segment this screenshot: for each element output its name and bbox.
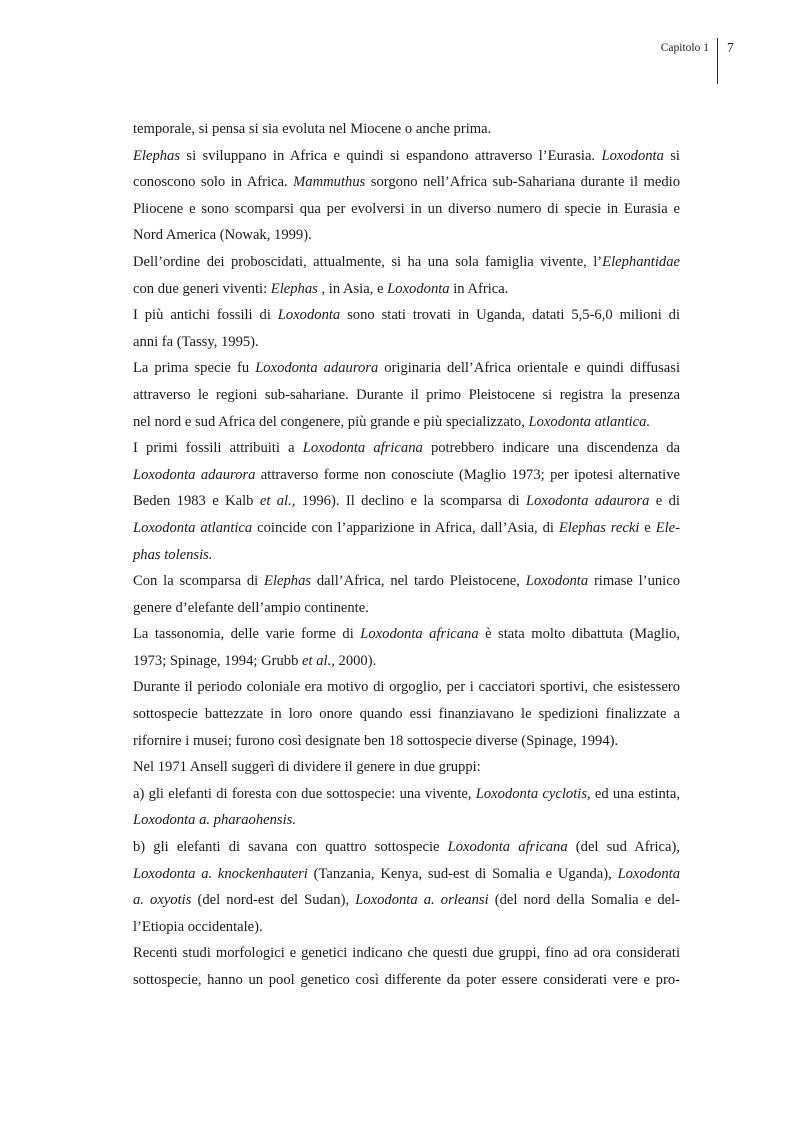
italic-term: a. oxyotis [133, 892, 192, 909]
text-run: (del nord-est del Sudan), [191, 892, 356, 909]
text-line [133, 222, 680, 249]
italic-term: Elephas recki [558, 519, 640, 536]
text-line [133, 754, 680, 781]
text-run: La tassonomia, delle varie forme di [133, 626, 361, 643]
text-run: dall’Africa, nel tardo Pleistocene, [311, 573, 526, 590]
text-line [133, 967, 680, 994]
paragraph [133, 754, 680, 781]
text-line [133, 302, 680, 329]
text-run: con due generi viventi: [133, 280, 271, 297]
text-run: (del sud Africa), [567, 839, 680, 856]
text-line [133, 329, 680, 356]
paragraph [133, 940, 680, 993]
text-run: genere d’elefante dell’ampio continente. [133, 599, 369, 616]
italic-term: Elephas [133, 147, 181, 164]
italic-term: Loxodonta adaurora [255, 360, 379, 377]
text-run: l’Etiopia occidentale). [133, 918, 263, 935]
text-run: in Africa. [449, 280, 509, 297]
text-line [133, 435, 680, 462]
text-line [133, 834, 680, 861]
text-run: nel nord e sud Africa del congenere, più grande e più specializzato, [133, 413, 529, 430]
italic-term: Loxodonta adaurora [133, 466, 256, 483]
italic-term: Loxodonta adaurora [525, 493, 650, 510]
italic-term: Loxodonta africana [447, 839, 568, 856]
text-run: (Tanzania, Kenya, sud-est di Somalia e Uganda), [307, 865, 618, 882]
paragraph [133, 674, 680, 754]
italic-term: Loxodonta africana [302, 440, 423, 457]
text-line [133, 169, 680, 196]
italic-term: Loxodonta [277, 307, 341, 324]
text-line [133, 568, 680, 595]
text-run: Dell’ordine dei proboscidati, attualmente, si ha una sola famiglia vivente, l’ [133, 253, 603, 270]
text-line [133, 595, 680, 622]
text-run: temporale, si pensa si sia evoluta nel Miocene o anche prima. [133, 121, 492, 137]
text-line [133, 861, 680, 888]
italic-term: Mammuthus [293, 174, 366, 191]
italic-term: Loxodonta a. knockenhauteri [133, 865, 308, 882]
text-run: sono stati trovati in Uganda, datati 5,5-6,0 milioni di [340, 307, 680, 324]
text-run: 2000). [334, 652, 377, 669]
text-run: Con la scomparsa di [133, 573, 265, 590]
paragraph [133, 143, 680, 249]
italic-term: Loxodonta [601, 147, 664, 164]
text-line [133, 781, 680, 808]
text-line [133, 196, 680, 223]
text-run: Nel 1971 Ansell suggerì di dividere il genere in due gruppi: [133, 759, 481, 776]
text-run: originaria dell’Africa orientale e quindi diffusasi [378, 360, 680, 377]
italic-term: Loxodonta [617, 865, 680, 882]
italic-term: phas tolensis. [133, 546, 213, 563]
italic-term: Loxodonta atlantica. [528, 413, 651, 430]
text-run: potrebbero indicare una discendenza da [422, 440, 680, 457]
text-line [133, 355, 680, 382]
italic-term: Ele- [655, 519, 680, 536]
text-run: attraverso le regioni sub-sahariane. Durante il primo Pleistocene si registra la presenza [133, 386, 680, 403]
text-run: 1996). Il declino e la scomparsa di [295, 493, 526, 510]
text-run: sottospecie battezzate in loro onore quando essi finanziavano le spedizioni finalizzate a [133, 706, 680, 723]
text-run: sottospecie, hanno un pool genetico così differente da poter essere considerati vere e pro- [133, 972, 680, 988]
text-run: , in Asia, e [317, 280, 388, 297]
text-line [133, 621, 680, 648]
text-run: attraverso forme non conosciute (Maglio 1973; per ipotesi alternative [255, 466, 680, 483]
text-run: rifornire i musei; furono così designate ben 18 sottospecie diverse (Spinage, 1994). [133, 732, 619, 749]
text-line [133, 249, 680, 276]
paragraph [133, 781, 680, 834]
header-divider [717, 38, 718, 84]
text-line [133, 276, 680, 303]
chapter-label: Capitolo 1 [660, 42, 709, 54]
paragraph [133, 435, 680, 568]
text-line [133, 488, 680, 515]
text-run: (del nord della Somalia e del- [488, 892, 681, 909]
text-run: Nord America (Nowak, 1999). [133, 227, 312, 244]
text-run: e [639, 519, 656, 536]
text-line [133, 409, 680, 436]
text-run: 1973; Spinage, 1994; Grubb [133, 652, 303, 669]
italic-term: Loxodonta [387, 280, 450, 297]
text-run: è stata molto dibattuta (Maglio, [478, 626, 680, 643]
running-header [0, 38, 793, 86]
text-run: Durante il periodo coloniale era motivo di orgoglio, per i cacciatori sportivi, che esistessero [133, 679, 680, 696]
text-run: conoscono solo in Africa. [133, 174, 294, 191]
body-text [133, 116, 680, 994]
italic-term: Loxodonta a. orleansi [355, 892, 489, 909]
text-run: b) gli elefanti di savana con quattro sottospecie [133, 839, 448, 856]
italic-term: Loxodonta [525, 573, 589, 590]
text-line [133, 382, 680, 409]
paragraph [133, 302, 680, 355]
italic-term: Loxodonta cyclotis [475, 785, 587, 802]
text-run: Pliocene e sono scomparsi qua per evolversi in un diverso numero di specie in Eurasia e [133, 200, 680, 217]
text-run: e di [649, 493, 680, 510]
text-line [133, 940, 680, 967]
paragraph [133, 621, 680, 674]
text-line [133, 701, 680, 728]
text-run: sorgono nell’Africa sub-Sahariana durante il medio [365, 174, 680, 191]
text-run: anni fa (Tassy, 1995). [133, 333, 259, 350]
italic-term: Elephas [270, 280, 318, 297]
text-run: Beden 1983 e Kalb [133, 493, 260, 510]
paragraph [133, 834, 680, 940]
text-line [133, 914, 680, 941]
text-line [133, 515, 680, 542]
text-line [133, 674, 680, 701]
paragraph [133, 355, 680, 435]
text-run: I più antichi fossili di [133, 307, 278, 324]
text-run: Recenti studi morfologici e genetici indicano che questi due gruppi, fino ad ora considerati [133, 945, 680, 962]
text-run: , ed una estinta, [587, 785, 680, 802]
text-line [133, 887, 680, 914]
italic-term: et al., [259, 493, 296, 510]
text-run: I primi fossili attribuiti a [133, 440, 303, 457]
text-line [133, 143, 680, 170]
page-number: 7 [727, 40, 734, 55]
text-line [133, 648, 680, 675]
text-run: rimase l’unico [588, 573, 680, 590]
italic-term: Elephas [264, 573, 312, 590]
text-run: La prima specie fu [133, 360, 256, 377]
text-line [133, 116, 680, 143]
text-line [133, 807, 680, 834]
text-line [133, 462, 680, 489]
italic-term: Loxodonta a. pharaohensis. [133, 812, 296, 829]
text-run: coincide con l’apparizione in Africa, dall’Asia, di [252, 519, 559, 536]
text-line [133, 728, 680, 755]
text-line [133, 542, 680, 569]
text-run: si sviluppano in Africa e quindi si espandono attraverso l’Eurasia. [180, 147, 602, 164]
italic-term: Elephantidae [602, 253, 680, 270]
text-run: a) gli elefanti di foresta con due sottospecie: una vivente, [133, 785, 476, 802]
text-run: si [663, 147, 680, 164]
italic-term: Loxodonta africana [360, 626, 479, 643]
italic-term: et al., [302, 652, 335, 669]
paragraph [133, 116, 680, 143]
paragraph [133, 249, 680, 302]
paragraph [133, 568, 680, 621]
italic-term: Loxodonta atlantica [133, 519, 253, 536]
